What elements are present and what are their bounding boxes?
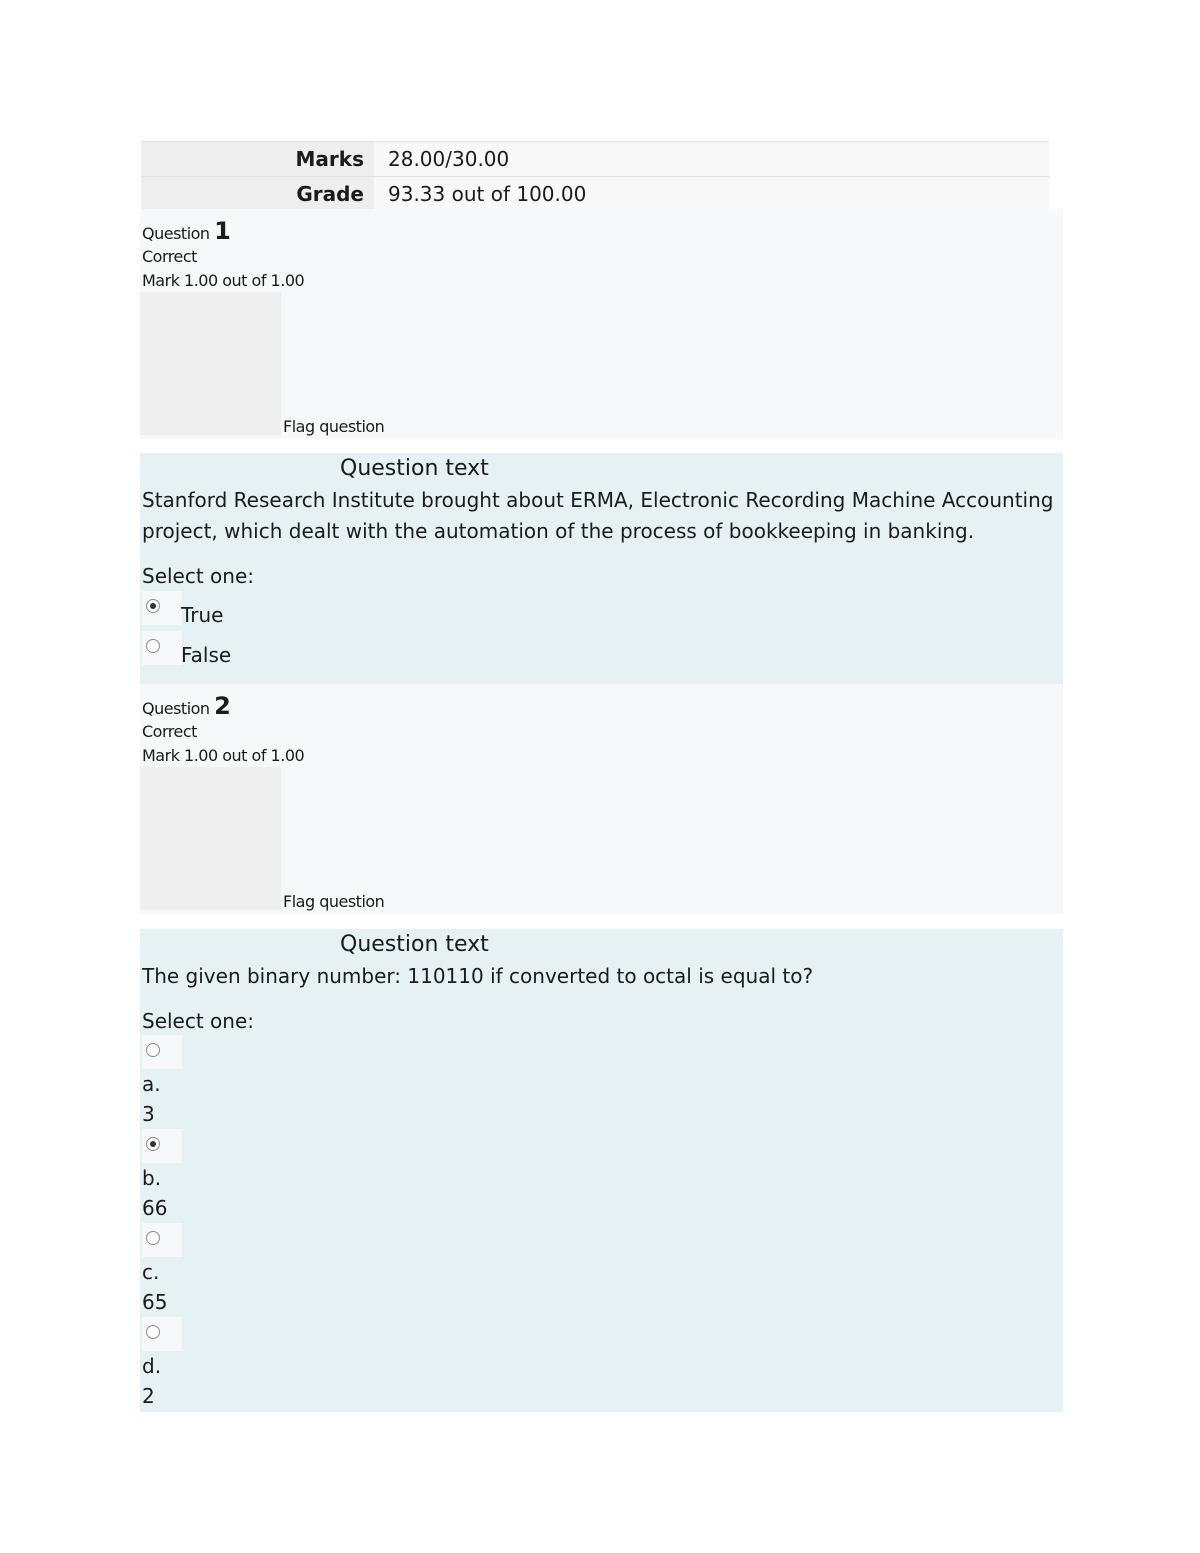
question-prefix: Question [142, 224, 210, 243]
flag-box [140, 292, 281, 435]
option-b-label[interactable]: 66 [142, 1196, 168, 1220]
question-1-text: Stanford Research Institute brought about ERMA, Electronic Recording Machine Accounting project, which dealt with the automation of the process of bookkeeping in banking. [142, 488, 1054, 543]
option-false-radio-box[interactable] [142, 631, 182, 665]
question-1-flag-button[interactable]: Flag question [283, 417, 385, 436]
option-true-radio-box[interactable] [142, 591, 182, 625]
option-false-label[interactable]: False [181, 643, 232, 667]
radio-unchecked-icon[interactable] [146, 1231, 160, 1245]
option-d-radio-box[interactable] [142, 1317, 182, 1351]
option-a-label[interactable]: 3 [142, 1102, 155, 1126]
question-prefix: Question [142, 699, 210, 718]
option-b-letter: b. [142, 1166, 162, 1190]
radio-unchecked-icon[interactable] [146, 1043, 160, 1057]
option-d-label[interactable]: 2 [142, 1384, 155, 1408]
question-1-state: Correct [142, 247, 197, 266]
question-2-mark: Mark 1.00 out of 1.00 [142, 746, 305, 765]
radio-unchecked-icon[interactable] [146, 639, 160, 653]
marks-value: 28.00/30.00 [388, 147, 510, 171]
question-text-heading: Question text [340, 932, 489, 957]
option-b-radio-box[interactable] [142, 1129, 182, 1163]
question-2-content [140, 929, 1063, 1412]
question-2-number [142, 692, 230, 720]
radio-checked-icon[interactable] [146, 599, 160, 613]
question-number: 2 [214, 692, 231, 720]
question-2-flag-button[interactable]: Flag question [283, 892, 385, 911]
question-1-info [140, 209, 1063, 439]
radio-checked-icon[interactable] [146, 1137, 160, 1151]
flag-box [140, 767, 281, 910]
grade-value: 93.33 out of 100.00 [388, 182, 587, 206]
question-1-number [142, 217, 230, 245]
option-c-radio-box[interactable] [142, 1223, 182, 1257]
option-d-letter: d. [142, 1354, 162, 1378]
marks-label: Marks [141, 142, 374, 176]
question-1-mark: Mark 1.00 out of 1.00 [142, 271, 305, 290]
question-2-text: The given binary number: 110110 if converted to octal is equal to? [142, 964, 814, 988]
summary-row-grade [141, 176, 1049, 211]
question-number: 1 [214, 217, 231, 245]
question-1-content [140, 453, 1063, 684]
question-text-heading: Question text [340, 456, 489, 481]
question-2-state: Correct [142, 722, 197, 741]
option-c-label[interactable]: 65 [142, 1290, 168, 1314]
option-a-radio-box[interactable] [142, 1035, 182, 1069]
option-true-label[interactable]: True [181, 603, 224, 627]
summary-row-marks [141, 141, 1049, 176]
grade-label: Grade [141, 177, 374, 211]
option-a-letter: a. [142, 1072, 161, 1096]
select-one-prompt: Select one: [142, 564, 255, 588]
radio-unchecked-icon[interactable] [146, 1325, 160, 1339]
select-one-prompt: Select one: [142, 1009, 255, 1033]
option-c-letter: c. [142, 1260, 160, 1284]
question-2-info [140, 684, 1063, 914]
